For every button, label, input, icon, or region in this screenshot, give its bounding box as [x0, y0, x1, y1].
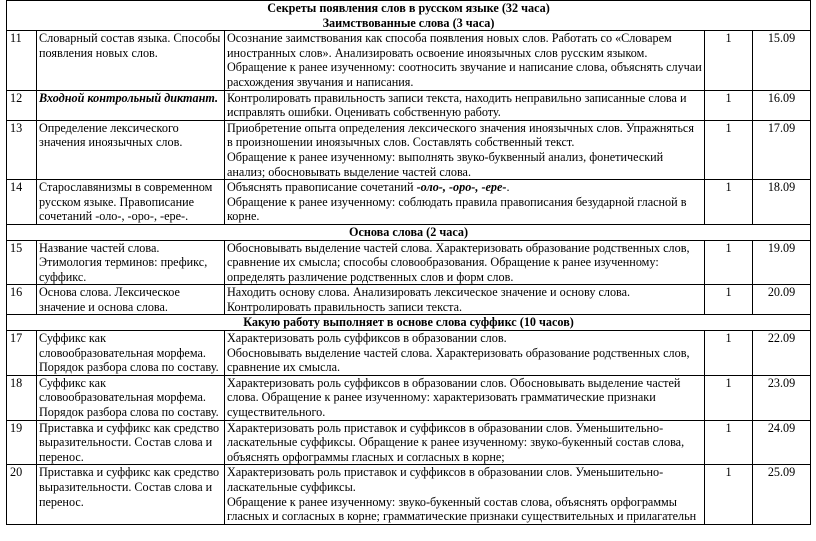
row-activity	[225, 90, 705, 120]
table-row	[7, 90, 811, 120]
row-number: 11	[7, 31, 37, 90]
row-topic: Определение лексического значения иноязычных слов.	[37, 120, 225, 179]
main-header-cell	[7, 1, 811, 31]
row-topic: Основа слова. Лексическое значение и основа слова.	[37, 285, 225, 315]
row-topic: Суффикс как словообразовательная морфема. Порядок разбора слова по составу.	[37, 331, 225, 376]
row-number: 16	[7, 285, 37, 315]
row-topic: Приставка и суффикс как средство выразительности. Состав слова и перенос.	[37, 465, 225, 524]
row-activity	[225, 240, 705, 285]
row-hours: 1	[705, 331, 753, 376]
row-number: 19	[7, 420, 37, 465]
activity-line: Характеризовать роль приставок и суффиксов в образовании слов. Уменьшительно-ласкательные суффиксы.	[227, 465, 664, 494]
row-hours: 1	[705, 375, 753, 420]
row-activity	[225, 420, 705, 465]
section-header-suffix: Какую работу выполняет в основе слова суффикс (10 часов)	[7, 315, 811, 331]
row-date: 24.09	[753, 420, 811, 465]
row-topic: Словарный состав языка. Способы появления новых слов.	[37, 31, 225, 90]
activity-line: Находить основу слова. Анализировать лексическое значение и основу слова. Контролировать правильность записи текста.	[227, 285, 631, 314]
row-hours: 1	[705, 240, 753, 285]
row-hours: 1	[705, 180, 753, 225]
activity-line	[227, 180, 702, 195]
table-row	[7, 465, 811, 524]
activity-line: Характеризовать роль приставок и суффиксов в образовании слов. Уменьшительно-ласкательные суффиксы. Обращение к ранее изученному: звуко-букенный состав слова, объяснять орфограммы гласных и согласных в корне;	[227, 420, 685, 464]
row-hours: 1	[705, 90, 753, 120]
activity-line: Обращение к ранее изученному: выполнять звуко-буквенный анализ, фонетический анализ; обосновывать выделение частей слова.	[227, 149, 664, 179]
activity-intro: Объяснять правописание сочетаний	[227, 180, 417, 195]
row-date: 18.09	[753, 180, 811, 225]
row-number: 17	[7, 331, 37, 376]
row-date: 20.09	[753, 285, 811, 315]
row-topic: Название частей слова. Этимология терминов: префикс, суффикс.	[37, 240, 225, 285]
row-number: 12	[7, 90, 37, 120]
row-date: 19.09	[753, 240, 811, 285]
row-activity	[225, 120, 705, 179]
table-row	[7, 420, 811, 465]
activity-end: .	[506, 180, 510, 195]
row-activity	[225, 375, 705, 420]
table-row	[7, 240, 811, 285]
row-topic: Приставка и суффикс как средство выразительности. Состав слова и перенос.	[37, 420, 225, 465]
section-header-row	[7, 224, 811, 240]
table-row	[7, 31, 811, 90]
row-hours: 1	[705, 120, 753, 179]
row-activity	[225, 285, 705, 315]
activity-line: Обращение к ранее изученному: соблюдать правила правописания безударной гласной в корне.	[227, 194, 687, 224]
table-row	[7, 180, 811, 225]
row-hours: 1	[705, 420, 753, 465]
row-date: 16.09	[753, 90, 811, 120]
activity-line: Обращение к ранее изученному: соотносить звучание и написание слова, объяснять случаи расхождения звучания и написания.	[227, 60, 702, 89]
main-header-title: Секреты появления слов в русском языке (32 часа)	[267, 1, 550, 15]
activity-line: Характеризовать роль суффиксов в образовании слов.	[227, 331, 507, 346]
activity-line: Контролировать правильность записи текста, находить неправильно записанные слова и исправлять ошибки. Оценивать собственную работу.	[227, 90, 687, 120]
activity-highlight: -оло-, -оро-, -ере-	[416, 180, 507, 195]
activity-line: Обосновывать выделение частей слова. Характеризовать образование родственных слов, сравнение их смысла; способы словообразования. Обращение к ранее изученному: определять различение родственных слов и форм слов.	[227, 240, 690, 284]
row-hours: 1	[705, 31, 753, 90]
row-number: 13	[7, 120, 37, 179]
lesson-plan-table	[6, 0, 811, 525]
table-row	[7, 331, 811, 376]
row-activity	[225, 31, 705, 90]
row-hours: 1	[705, 465, 753, 524]
activity-line: Характеризовать роль суффиксов в образовании слов. Обосновывать выделение частей слова. Обращение к ранее изученному: характеризовать грамматические признаки существительного.	[227, 375, 681, 420]
section-header-osnova: Основа слова (2 часа)	[7, 224, 811, 240]
row-date: 15.09	[753, 31, 811, 90]
row-number: 15	[7, 240, 37, 285]
activity-line: Обращение к ранее изученному: звуко-букенный состав слова, объяснять орфограммы гласных и согласных в корне; грамматические признаки существительных и прилагательн	[227, 494, 697, 524]
row-date: 22.09	[753, 331, 811, 376]
row-number: 20	[7, 465, 37, 524]
activity-line: Обосновывать выделение частей слова. Характеризовать образование родственных слов, сравнение их смысла.	[227, 345, 690, 375]
row-topic: Входной контрольный диктант.	[37, 90, 225, 120]
activity-line: Осознание заимствования как способа появления новых слов. Работать со «Словарем иностранных слов». Анализировать освоение иноязычных слов русским языком.	[227, 31, 672, 60]
main-header-row	[7, 1, 811, 31]
row-hours: 1	[705, 285, 753, 315]
row-date: 17.09	[753, 120, 811, 179]
row-topic: Суффикс как словообразовательная морфема. Порядок разбора слова по составу.	[37, 375, 225, 420]
row-date: 23.09	[753, 375, 811, 420]
table-row	[7, 285, 811, 315]
row-activity	[225, 465, 705, 524]
row-topic: Старославянизмы в современном русском языке. Правописание сочетаний -оло-, -оро-, -ере-.	[37, 180, 225, 225]
row-activity	[225, 331, 705, 376]
main-header-subtitle: Заимствованные слова (3 часа)	[322, 15, 495, 30]
activity-line: Приобретение опыта определения лексического значения иноязычных слов. Упражняться в произношении иноязычных слов. Составлять собственный текст.	[227, 120, 694, 150]
section-header-row	[7, 315, 811, 331]
table-row	[7, 120, 811, 179]
row-number: 14	[7, 180, 37, 225]
table-row	[7, 375, 811, 420]
row-number: 18	[7, 375, 37, 420]
row-date: 25.09	[753, 465, 811, 524]
row-activity	[225, 180, 705, 225]
